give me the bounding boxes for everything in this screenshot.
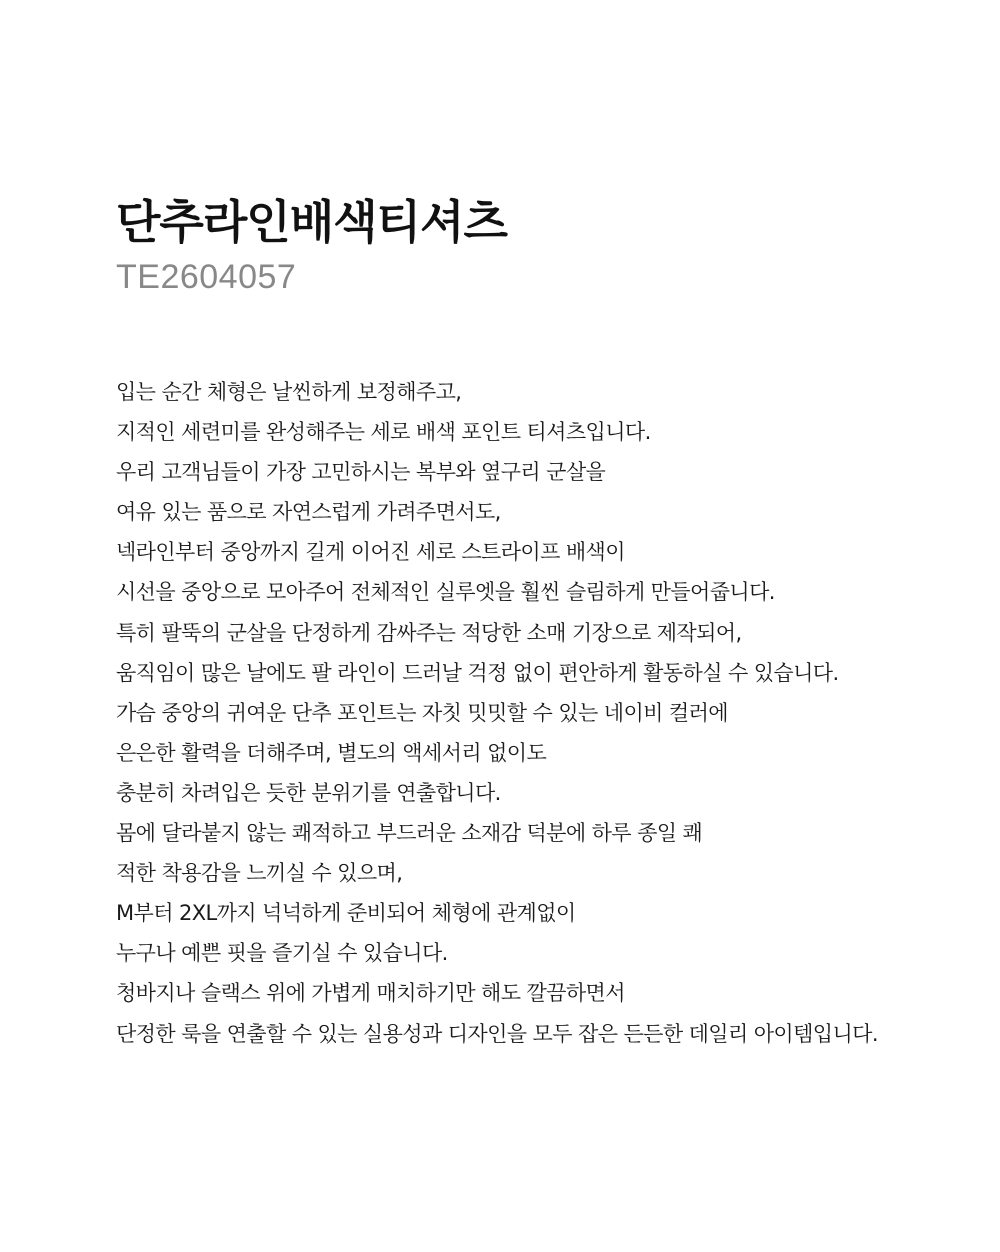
description-line: 몸에 달라붙지 않는 쾌적하고 부드러운 소재감 덕분에 하루 종일 쾌 xyxy=(116,821,703,846)
description-line: 특히 팔뚝의 군살을 단정하게 감싸주는 적당한 소매 기장으로 제작되어, xyxy=(116,620,742,645)
description-line: 여유 있는 품으로 자연스럽게 가려주면서도, xyxy=(116,500,501,525)
product-description xyxy=(116,372,986,1054)
description-line: 충분히 차려입은 듯한 분위기를 연출합니다. xyxy=(116,780,501,805)
description-line: 은은한 활력을 더해주며, 별도의 액세서리 없이도 xyxy=(116,740,547,765)
description-line: 지적인 세련미를 완성해주는 세로 배색 포인트 티셔츠입니다. xyxy=(116,420,651,445)
description-line: 단정한 룩을 연출할 수 있는 실용성과 디자인을 모두 잡은 든든한 데일리 아이템입니다. xyxy=(116,1021,878,1046)
description-line: 가슴 중앙의 귀여운 단추 포인트는 자칫 밋밋할 수 있는 네이비 컬러에 xyxy=(116,700,728,725)
description-line: 입는 순간 체형은 날씬하게 보정해주고, xyxy=(116,380,462,404)
product-code: TE2604057 xyxy=(116,258,297,296)
description-line: M부터 2XL까지 넉넉하게 준비되어 체형에 관계없이 xyxy=(116,901,576,926)
description-line: 우리 고객님들이 가장 고민하시는 복부와 옆구리 군살을 xyxy=(116,460,606,485)
description-line: 시선을 중앙으로 모아주어 전체적인 실루엣을 훨씬 슬림하게 만들어줍니다. xyxy=(116,580,775,605)
product-header xyxy=(116,190,976,296)
description-line: 적한 착용감을 느끼실 수 있으며, xyxy=(116,861,403,886)
description-line: 청바지나 슬랙스 위에 가볍게 매치하기만 해도 깔끔하면서 xyxy=(116,981,625,1006)
description-line: 넥라인부터 중앙까지 길게 이어진 세로 스트라이프 배색이 xyxy=(116,540,625,565)
description-line: 움직임이 많은 날에도 팔 라인이 드러날 걱정 없이 편안하게 활동하실 수 있습니다. xyxy=(116,660,839,685)
product-title: 단추라인배색티셔츠 xyxy=(116,195,507,249)
description-line: 누구나 예쁜 핏을 즐기실 수 있습니다. xyxy=(116,941,448,966)
